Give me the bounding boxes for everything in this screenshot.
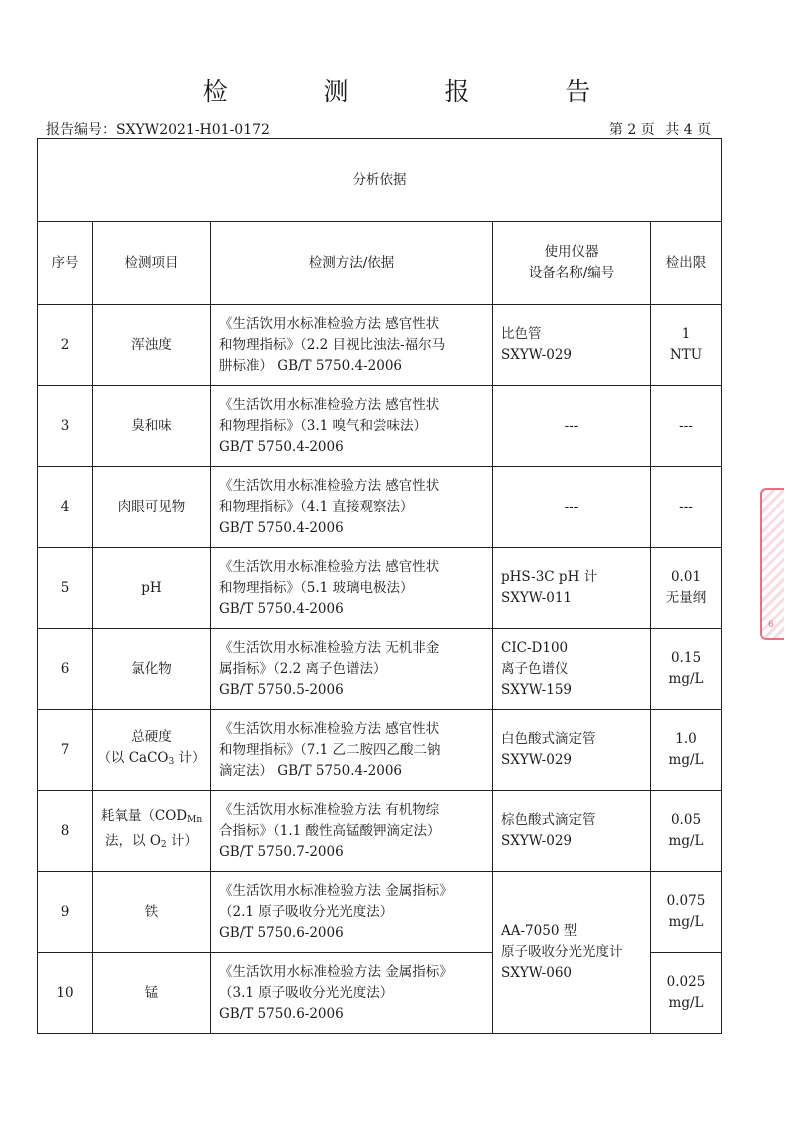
method-line: GB/T 5750.6-2006 [219,924,344,941]
method-line: GB/T 5750.4-2006 [219,438,344,455]
method-line: GB/T 5750.6-2006 [219,1005,344,1022]
page-indicator [603,119,711,139]
table-caption: 分析依据 [38,139,722,222]
row-limit [651,791,722,872]
method-line: GB/T 5750.7-2006 [219,843,344,860]
row-item: 氯化物 [93,629,211,710]
method-line: 《生活饮用水标准检验方法 感官性状 [219,558,440,575]
method-line: 《生活饮用水标准检验方法 有机物综 [219,801,440,818]
instrument-line: 比色管 [501,326,542,342]
row-instrument [493,305,651,386]
limit-value: 1 [681,326,691,342]
instrument-line: SXYW-029 [501,752,572,768]
instrument-line: CIC-D100 [501,639,569,656]
limit-unit: mg/L [668,671,704,687]
method-line: GB/T 5750.4-2006 [219,519,344,536]
method-line: 和物理指标》（2.2 目视比浊法-福尔马 [219,336,446,353]
row-limit: --- [651,467,722,548]
method-line: 《生活饮用水标准检验方法 金属指标》 [219,882,453,899]
row-method [211,629,493,710]
row-method [211,953,493,1034]
item-text: 耗氧量（COD [100,808,188,824]
instrument-line: 离子色谱仪 [501,660,569,677]
item-text: 计） [166,833,198,849]
row-instrument [493,791,651,872]
row-item: pH [93,548,211,629]
seal-stamp-edge [760,488,784,640]
analysis-table [37,138,722,1034]
row-method [211,548,493,629]
method-line: 《生活饮用水标准检验方法 感官性状 [219,396,440,413]
row-item: 铁 [93,872,211,953]
method-line: GB/T 5750.4-2006 [219,600,344,617]
row-limit [651,305,722,386]
report-number: 报告编号：SXYW2021-H01-0172 [46,122,270,138]
method-line: （3.1 原子吸收分光光度法） [219,984,394,1001]
item-line [93,831,210,856]
item-line [93,806,210,831]
row-item: 浑浊度 [93,305,211,386]
seal-number: 6 [768,620,774,630]
item-line: 总硬度 [131,729,172,745]
instrument-line: 棕色酸式滴定管 [501,812,596,828]
row-limit [651,629,722,710]
method-line: 《生活饮用水标准检验方法 感官性状 [219,720,440,737]
row-instrument-shared [493,872,651,1034]
item-text: 计） [174,750,206,766]
page-number: 第 2 页 [608,122,655,138]
row-seq: 6 [38,629,93,710]
header-item: 检测项目 [93,222,211,305]
page-total: 共 4 页 [665,122,711,138]
method-line: 和物理指标》（3.1 嗅气和尝味法） [219,417,428,434]
item-subscript: 2 [160,840,167,850]
item-text: 法，以 O [105,833,161,849]
limit-unit: mg/L [668,752,704,768]
row-limit [651,710,722,791]
row-method [211,305,493,386]
instrument-line: AA-7050 型 [501,923,578,939]
header-instrument [493,222,651,305]
row-method [211,791,493,872]
limit-unit: NTU [669,347,703,363]
method-line: 和物理指标》（5.1 玻璃电极法） [219,579,414,596]
item-subscript: 3 [168,757,175,767]
row-item: 臭和味 [93,386,211,467]
table-row [38,548,722,629]
header-instrument-line1: 使用仪器 [544,244,599,260]
instrument-line: SXYW-011 [501,590,572,606]
row-limit [651,548,722,629]
item-line [93,748,210,773]
table-row [38,791,722,872]
report-title: 检 测 报 告 [202,77,635,106]
row-item [93,710,211,791]
row-seq: 8 [38,791,93,872]
limit-value: 1.0 [675,731,697,747]
instrument-line: 白色酸式滴定管 [501,731,596,747]
table-row [38,305,722,386]
method-line: 《生活饮用水标准检验方法 无机非金 [219,639,440,656]
row-seq: 3 [38,386,93,467]
row-limit [651,872,722,953]
limit-value: 0.075 [666,893,706,909]
row-seq: 10 [38,953,93,1034]
row-limit [651,953,722,1034]
header-method: 检测方法/依据 [211,222,493,305]
row-method [211,386,493,467]
table-header-row [38,222,722,305]
limit-unit: 无量纲 [665,590,707,606]
table-row [38,386,722,467]
row-item: 肉眼可见物 [93,467,211,548]
method-line: 《生活饮用水标准检验方法 金属指标》 [219,963,453,980]
instrument-line: SXYW-029 [501,833,572,849]
instrument-line: SXYW-029 [501,347,572,363]
row-seq: 9 [38,872,93,953]
table-row [38,872,722,953]
limit-value: 0.05 [670,812,702,828]
row-limit: --- [651,386,722,467]
instrument-line: 原子吸收分光光度计 [501,944,623,960]
limit-unit: mg/L [668,995,704,1011]
table-row [38,629,722,710]
method-line: 合指标》（1.1 酸性高锰酸钾滴定法） [219,822,441,839]
row-method [211,710,493,791]
row-instrument [493,548,651,629]
method-line: 属指标》（2.2 离子色谱法） [219,660,387,677]
row-instrument: --- [493,467,651,548]
method-line: （2.1 原子吸收分光光度法） [219,903,394,920]
table-row [38,710,722,791]
row-method [211,872,493,953]
instrument-line: SXYW-159 [501,681,572,698]
method-line: 肼标准） GB/T 5750.4-2006 [219,357,402,374]
row-item [93,791,211,872]
header-limit: 检出限 [651,222,722,305]
row-instrument [493,629,651,710]
limit-unit: mg/L [668,914,704,930]
limit-value: 0.15 [670,650,702,666]
item-subscript: Mn [187,815,203,825]
row-seq: 7 [38,710,93,791]
item-text: （以 CaCO [97,750,169,766]
method-line: 《生活饮用水标准检验方法 感官性状 [219,315,440,332]
instrument-line: pHS-3C pH 计 [501,569,598,585]
method-line: 滴定法） GB/T 5750.4-2006 [219,762,402,779]
method-line: GB/T 5750.5-2006 [219,681,344,698]
limit-value: 0.01 [670,569,702,585]
row-method [211,467,493,548]
table-row [38,467,722,548]
table-caption-row [38,139,722,222]
limit-value: 0.025 [666,974,706,990]
row-instrument [493,710,651,791]
method-line: 和物理指标》（4.1 直接观察法） [219,498,414,515]
limit-unit: mg/L [668,833,704,849]
method-line: 《生活饮用水标准检验方法 感官性状 [219,477,440,494]
method-line: 和物理指标》（7.1 乙二胺四乙酸二钠 [219,741,441,758]
row-item: 锰 [93,953,211,1034]
row-seq: 4 [38,467,93,548]
header-seq: 序号 [38,222,93,305]
row-seq: 2 [38,305,93,386]
instrument-line: SXYW-060 [501,965,572,981]
row-seq: 5 [38,548,93,629]
row-instrument: --- [493,386,651,467]
header-instrument-line2: 设备名称/编号 [528,265,615,281]
